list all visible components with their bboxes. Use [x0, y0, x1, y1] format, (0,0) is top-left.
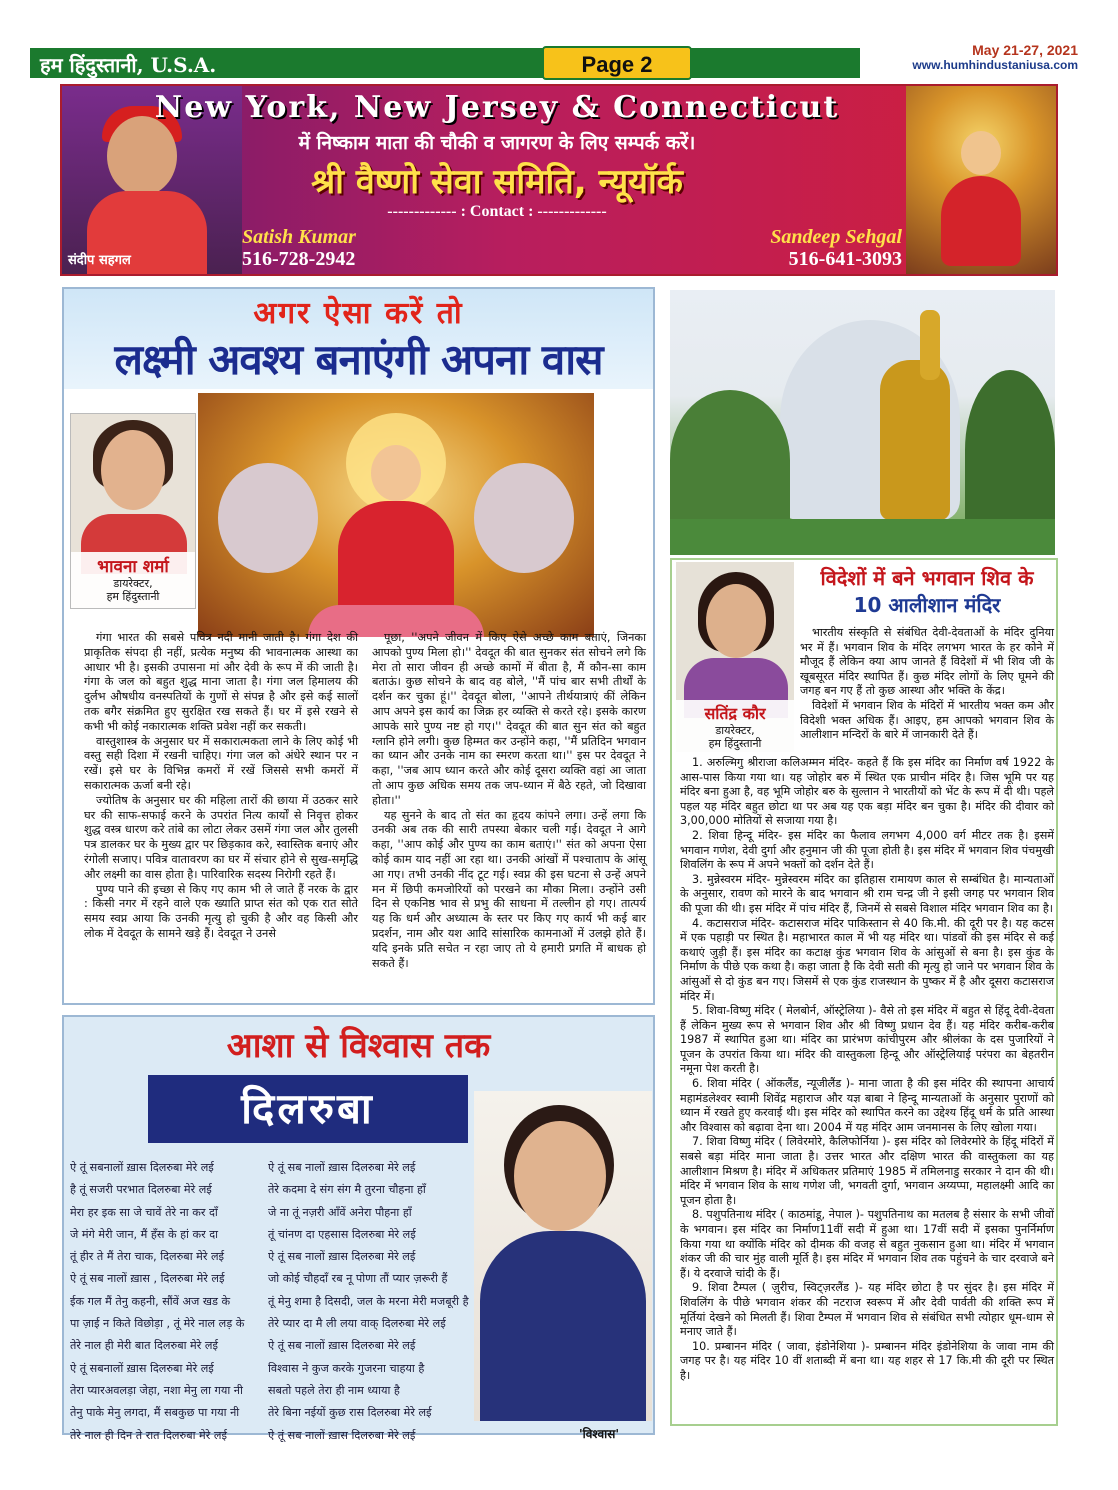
author-photo [676, 562, 794, 752]
poem-line: तूं मेनु शमा है दिसदी, जल के मरना मेरी मजबूरी है [268, 1294, 469, 1308]
issue-date: May 21-27, 2021 [972, 42, 1078, 58]
poem-line: ऐ तूं सब नालों ख़ास दिलरुबा मेरे लई [268, 1250, 416, 1264]
poem-line: है तूं सजरी परभात दिलरुबा मेरे लई [70, 1183, 212, 1197]
contact-name-2: Sandeep Sehgal [770, 226, 902, 248]
paragraph: भारतीय संस्कृति से संबंधित देवी-देवताओं के मंदिर दुनिया भर में हैं। भगवान शिव के मंदिर लगभग भारत के हर कोने में मौजूद हैं लेकिन क्या आप जानते हैं विदेशों में भी शिव जी के खूबसूरत मंदिर स्थापित हैं। कुछ मंदिर लोगों के लिए घूमने की जगह बन गए हैं तो कुछ आस्था और भक्ति के केंद्र। [800, 626, 1054, 698]
list-item: 3. मुन्नेस्वरम मंदिर- मुन्नेस्वरम मंदिर का इतिहास रामायण काल से सम्बंधित है। मान्यताओं के अनुसार, रावण को मारने के बाद भगवान श्री राम चन्द्र जी ने इसी जगह पर भगवान शिव की पूजा की थी। इस मंदिर में पांच मंदिर हैं, जिनमें से सबसे विशाल मंदिर भगवान शिव का है। [680, 872, 1054, 915]
banner-contact-label: ------------- : Contact : ------------- [387, 203, 607, 220]
paragraph: विदेशों में भगवान शिव के मंदिरों में भारतीय भक्त कम और विदेशी भक्त अधिक हैं। आइए, हम आपको भगवान शिव के आलीशान मन्दिरों के बारे में जानकारी देते हैं। [800, 698, 1054, 742]
goddess-lakshmi-image [198, 393, 594, 637]
masthead-title: हम हिंदुस्तानी, U.S.A. [30, 48, 550, 78]
poem-line: तूं चांनण दा एहसास दिलरुबा मेरे लई [268, 1227, 416, 1241]
poem-line: तूं हीर ते मैं तेरा चाक, दिलरुबा मेरे लई [70, 1250, 225, 1264]
banner-org-name: श्री वैष्णो सेवा समिति, न्यूयॉर्क [311, 162, 683, 202]
poem-line: जे ना तूं नज़री आँवें अनेरा पौहना हाँ [268, 1205, 412, 1219]
dateline [912, 42, 1078, 72]
jagran-advertisement-banner [60, 84, 1058, 276]
paragraph: वास्तुशास्त्र के अनुसार घर में सकारात्मकता लाने के लिए कोई भी वस्तु सही दिशा में रखनी चाहिए। गंगा जल को अंधेरे स्थान पर न रखें। इसे घर के विभिन्न कमरों में रखें जिससे सभी कमरों में सकारात्मक ऊर्जा बनी रहे। [84, 734, 358, 792]
poem-line: ऐ तूं सबनालों ख़ास दिलरुबा मेरे लई [70, 1161, 214, 1174]
list-item: 7. शिवा विष्णु मंदिर ( लिवेरमोरे, कैलिफोर्निया )- इस मंदिर को लिवेरमोरे के हिंदू मंदिरों में सबसे बड़ा मंदिर माना जाता है। उत्तर भारत और दक्षिण भारत की वास्तुकला का यह आलीशान मिश्रण है। मंदिर में अधिकतर प्रतिमाएं 1985 में तमिलनाडु सरकार ने दान की थी। मंदिर में भगवान शिव के साथ गणेश जी, भगवती दुर्गा, भगवान अय्यप्पा, महालक्ष्मी आदि का पूजन होता है। [680, 1135, 1054, 1207]
contact-phone-2[interactable]: 516-641-3093 [788, 248, 902, 270]
poem-line: ऐ तूं सब नालों ख़ास , दिलरुबा मेरे लई [70, 1272, 225, 1286]
list-item: 4. कटासराज मंदिर- कटासराज मंदिर पाकिस्तान से 40 कि.मी. की दूरी पर है। यह कटस में एक पहाड़ी पर स्थित है। महाभारत काल में भी यह मंदिर था। पांडवों की इस मंदिर से कई कथाएं जुड़ी हैं। इस मंदिर का कटाक्ष कुंड भगवान शिव के आंसुओं से बना है। इस कुंड के निर्माण के पीछे एक कथा है। कहा जाता है कि देवी सती की मृत्यु हो जाने पर भगवान शिव के आंसुओं से दो कुंड बन गए। जिसमें से एक कुंड राजस्थान के पुष्कर में है और दूसरा कटासराज मंदिर में। [680, 916, 1054, 1003]
lakshmi-column-1 [84, 631, 358, 942]
poem-line: विश्वास ने कुज करके गुजरना चाहया है [268, 1361, 425, 1375]
author-nameplate [71, 552, 195, 608]
poem-column-1 [70, 1157, 244, 1447]
poem-line: ऐ तूं सब नालों ख़ास दिलरुबा मेरे लई [268, 1339, 416, 1353]
shiva-statue-image [670, 290, 1055, 555]
banner-subline: में निष्काम माता की चौकी व जागरण के लिए सम्पर्क करें। [298, 132, 696, 154]
paragraph: ज्योतिष के अनुसार घर की महिला तारों की छाया में उठकर सारे घर की साफ-सफाई करने के उपरांत नित्य कार्यों से निवृत्त होकर शुद्ध वस्त्र धारण करे तांबे का लोटा लेकर उसमें गंगा जल और तुलसी पत्र डालकर घर के मुख्य द्वार पर छिड़काव करे, स्वास्तिक बनाएं और रंगोली सजाए। पवित्र वातावरण का घर में संचार होने से सुख-समृद्धि और लक्ष्मी का वास होता है। पारिवारिक सदस्य निरोगी रहते हैं। [84, 793, 358, 881]
lakshmi-body [84, 631, 646, 1001]
list-item: 6. शिवा मंदिर ( ऑकलैंड, न्यूजीलैंड )- माना जाता है की इस मंदिर की स्थापना आचार्य महामंडलेश्वर स्वामी शिवेंद्र महाराज और यज्ञ बाबा ने हिन्दू मान्यताओं के अनुसार पुराणों को ध्यान में रखते हुए करवाई थी। इस मंदिर को स्थापित करने का उद्देश्य हिंदू धर्म के प्रति आस्था और विश्वास को बढ़ावा देना था। 2004 में यह मंदिर आम जनमानस के लिए खोला गया। [680, 1077, 1054, 1134]
author-role: डायरेक्टर, [113, 577, 153, 590]
shiva-intro [800, 626, 1054, 743]
shiva-headline [800, 564, 1054, 618]
author-photo [70, 413, 196, 609]
list-item: 2. शिवा हिन्दू मंदिर- इस मंदिर का फैलाव लगभग 4,000 वर्ग मीटर तक है। इसमें भगवान गणेश, देवी दुर्गा और हनुमान जी की पूजा होती है। इस मंदिर में भगवान शिव पंचमुखी शिवलिंग के रूप में अपने भक्तों को दर्शन देते हैं। [680, 828, 1054, 872]
lakshmi-headline: लक्ष्मी अवश्य बनाएंगी अपना वास [114, 335, 603, 384]
poem-line: ऐ तूं सबनालों ख़ास दिलरुबा मेरे लई [70, 1361, 214, 1375]
poem-line: तेरे बिना नईयों कुछ रास दिलरुबा मेरे लई [268, 1406, 432, 1420]
list-item: 9. शिवा टैम्पल ( ज़ुरीच, स्विट्ज़रलैंड )- यह मंदिर छोटा है पर सुंदर है। इस मंदिर में शिवलिंग के पीछे भगवान शंकर की नटराज स्वरूप में और देवी पार्वती की शक्ति रूप में मूर्तियां देखने को मिलती हैं। शिवा टैम्पल में भगवान शिव से संबंधित सभी त्योहार धूम-धाम से मनाए जाते हैं। [680, 1281, 1054, 1339]
goddess-durga-image [906, 86, 1056, 276]
author-publication: हम हिंदुस्तानी [708, 737, 762, 750]
poem-line: तेरा प्यारअवलड़ा जेहा, नशा मेनु ला गया नी [70, 1383, 243, 1397]
poem-line: ऐ तूं सब नालों ख़ास दिलरुबा मेरे लई [268, 1428, 416, 1442]
lakshmi-column-2 [372, 631, 646, 971]
banner-locations: New York, New Jersey & Connecticut [154, 90, 840, 125]
list-item: 10. प्रम्बानन मंदिर ( जावा, इंडोनेशिया )- प्रम्बानन मंदिर इंडोनेशिया के जावा नाम की जगह पर है। यह मंदिर 10 वीं शताब्दी में बना था। यह शहर से 17 कि.मी की दूरी पर स्थित है। [680, 1339, 1054, 1382]
author-name: भावना शर्मा [97, 557, 169, 577]
poem-line: तेरे नाल ही मेरी बात दिलरुबा मेरे लई [70, 1339, 218, 1353]
poem-line: ईक गल मैं तेनु कहनी, सौंवें अज खड के [70, 1294, 231, 1308]
list-item: 1. अरुल्मिगु श्रीराजा कलिअम्मन मंदिर- कहते हैं कि इस मंदिर का निर्माण वर्ष 1922 के आस-पास किया गया था। यह जोहोर बरु में स्थित एक प्राचीन मंदिर है। जिस भूमि पर यह मंदिर बना हुआ है, वह भूमि जोहोर बरु के सुल्तान ने भारतीयों को भेंट के रूप में दी थी। पहले पहल यह मंदिर बहुत छोटा था पर अब यह एक बड़ा मंदिर बन चुका है। मंदिर की दीवार को 3,00,000 मोतियों से सजाया गया है। [680, 756, 1054, 828]
poem-line: तेरे नाल ही दिन ते रात दिलरुबा मेरे लई [70, 1428, 227, 1442]
shiva-headline-line-2: 10 आलीशान मंदिर [853, 593, 1001, 617]
shiva-headline-line-1: विदेशों में बने भगवान शिव के [820, 566, 1034, 590]
list-item: 5. शिवा-विष्णु मंदिर ( मेलबोर्न, ऑस्ट्रेलिया )- वैसे तो इस मंदिर में बहुत से हिंदू देवी-देवता हैं लेकिन मुख्य रूप से भगवान शिव और श्री विष्णु प्रधान देव हैं। यह मंदिर करीब-करीब 1987 में स्थापित हुआ था। मंदिर का प्रारंभण कांचीपुरम और श्रीलंका के दस पुजारियों ने पूजन के उपरांत किया था। मंदिर की वास्तुकला हिन्दू और ऑस्ट्रेलियाई परंपरा का बेहतरीन नमूना पेश करती है। [680, 1004, 1054, 1076]
poem-line: ऐ तूं सब नालों ख़ास दिलरुबा मेरे लई [268, 1161, 416, 1174]
poem-line: तेरे प्यार दा मै ली लया वाक् दिलरुबा मेरे लई [268, 1317, 446, 1331]
masthead-strip [690, 48, 860, 78]
banner-headline-block [82, 90, 912, 221]
banner-contacts [242, 226, 902, 276]
page-number-label: Page 2 [542, 46, 692, 80]
poem-section-title: आशा से विश्वास तक [226, 1026, 491, 1066]
poem-line: पा ज़ाई न किते विछोड़ा , तूं मेरे नाल लड़ के [70, 1317, 245, 1331]
poet-photo-caption: 'विश्वास' [578, 1427, 620, 1441]
singer-photo-caption: संदीप सहगल [68, 253, 131, 268]
author-name: सतिंद्र कौर [704, 704, 766, 723]
shiva-temples-article [670, 558, 1058, 1426]
author-publication: हम हिंदुस्तानी [106, 590, 160, 603]
page-header [0, 0, 1118, 82]
list-item: 8. पशुपतिनाथ मंदिर ( काठमांडू, नेपाल )- पशुपतिनाथ का मतलब है संसार के सभी जीवों के भगवान। इस मंदिर का निर्माण11वीं सदी में हुआ था। 17वीं सदी में इसका पुनर्निर्माण किया गया था क्योंकि मंदिर को दीमक की वजह से बहुत नुकसान हुआ था। मंदिर में भगवान शंकर जी की चार मुंह वाली मूर्ति है। इस मंदिर में भगवान शिव तक पहुंचने के चार दरवाजे बने हैं। ये दरवाजे चांदी के हैं। [680, 1208, 1054, 1280]
website-link[interactable]: www.humhindustaniusa.com [912, 58, 1078, 72]
shiva-temple-list [680, 756, 1054, 1384]
paragraph: पूछा, ''अपने जीवन में किए ऐसे अच्छे काम बताएं, जिनका आपको पुण्य मिला हो।'' देवदूत की बात सुनकर संत सोचने लगे कि मेरा तो सारा जीवन ही अच्छे कामों में बीता है, मैं कौन-सा काम बताऊं। कुछ सोचने के बाद वह बोले, ''मैं पांच बार सभी तीर्थों के दर्शन कर चुका हूं।'' देवदूत बोला, ''आपने तीर्थयात्राएं कीं लेकिन आप अपने इस कार्य का जिक्र हर व्यक्ति से करते रहे। इसके कारण आपके सारे पुण्य नष्ट हो गए।'' देवदूत की बात सुन संत को बहुत ग्लानि होने लगी। कुछ हिम्मत कर उन्होंने कहा, ''मैं प्रतिदिन भगवान का ध्यान और उनके नाम का स्मरण करता था।'' इस पर देवदूत ने कहा, ''जब आप ध्यान करते और कोई दूसरा व्यक्ति वहां आ जाता तो आप कुछ अधिक समय तक जप-ध्यान में बैठे रहते, जो दिखावा होता।'' [372, 631, 646, 807]
poem-line: मेरा हर इक सा जे चावें तेरे ना कर दाँ [70, 1205, 218, 1219]
poem-line: तेनु पाके मेनु लगदा, मैं सबकुछ पा गया नी [70, 1406, 240, 1420]
contact-name-1: Satish Kumar [242, 226, 356, 248]
poem-line: जे मंगे मेरी जान, मैं हँस के हां कर दा [70, 1227, 219, 1241]
paragraph: यह सुनने के बाद तो संत का हृदय कांपने लगा। उन्हें लगा कि उनकी अब तक की सारी तपस्या बेकार चली गई। देवदूत ने आगे कहा, ''आप कोई और पुण्य का काम बताएं।'' संत को अपना ऐसा कोई काम याद नहीं आ रहा था। उनकी आंखों में पश्चाताप के आंसू आ गए। तभी उनकी नींद टूट गई। स्वप्न की इस घटना से उन्हें अपने मन में छिपी कमजोरियों को परखने का मौका मिला। उन्होंने उसी दिन से एकनिष्ठ भाव से प्रभु की साधना में तल्लीन हो गए। तात्पर्य यह कि धर्म और अध्यात्म के स्तर पर किए गए कार्य भी कई बार प्रदर्शन, नाम और यश आदि सांसारिक कामनाओं में उलझे होते हैं। यदि इनके प्रति सचेत न रहा जाए तो ये हमारी प्रगति में बाधक हो सकते हैं। [372, 808, 646, 970]
lakshmi-article [62, 287, 655, 1005]
lakshmi-headline-block [64, 289, 653, 389]
paragraph: गंगा भारत की सबसे पवित्र नदी मानी जाती है। गंगा देश की प्राकृतिक संपदा ही नहीं, प्रत्येक मनुष्य की भावनात्मक आस्था का आधार भी है। इसकी उपासना मां और देवी के रूप में की जाती है। गंगा के जल को बहुत शुद्ध माना जाता है। गंगा जल हिमालय की दुर्लभ औषधीय वनस्पतियों के गुणों से संपन्न है और इसे कई सालों तक बगैर संक्रमित हुए सुरक्षित रख सकते हैं। घर में इसे रखने से कभी भी कोई नकारात्मक शक्ति प्रवेश नहीं कर सकती। [84, 631, 358, 733]
poem-column-2 [268, 1157, 469, 1447]
poem-title: दिलरुबा [148, 1075, 468, 1143]
poem-section [62, 1015, 655, 1442]
contact-phone-1[interactable]: 516-728-2942 [242, 248, 356, 270]
poem-line: सबतो पहले तेरा ही नाम ध्याया है [268, 1383, 400, 1397]
lakshmi-kicker: अगर ऐसा करें तो [253, 296, 464, 331]
author-nameplate [676, 700, 794, 752]
author-role: डायरेक्टर, [715, 724, 755, 737]
poem-line: तेरे कदमा दे संग संग मै तुरना चौहना हाँ [268, 1183, 426, 1197]
poet-photo [474, 1091, 652, 1421]
poem-line: जो कोई चौहदाँ रब नू पोणा तौं प्यार ज़रूरी हैं [268, 1272, 448, 1286]
paragraph: पुण्य पाने की इच्छा से किए गए काम भी ले जाते हैं नरक के द्वार : किसी नगर में रहने वाले एक ख्याति प्राप्त संत को एक रात सोते समय स्वप्न आया कि उनकी मृत्यु हो चुकी है और वह किसी और लोक में देवदूत के सामने खड़े हैं। देवदूत ने उनसे [84, 882, 358, 940]
